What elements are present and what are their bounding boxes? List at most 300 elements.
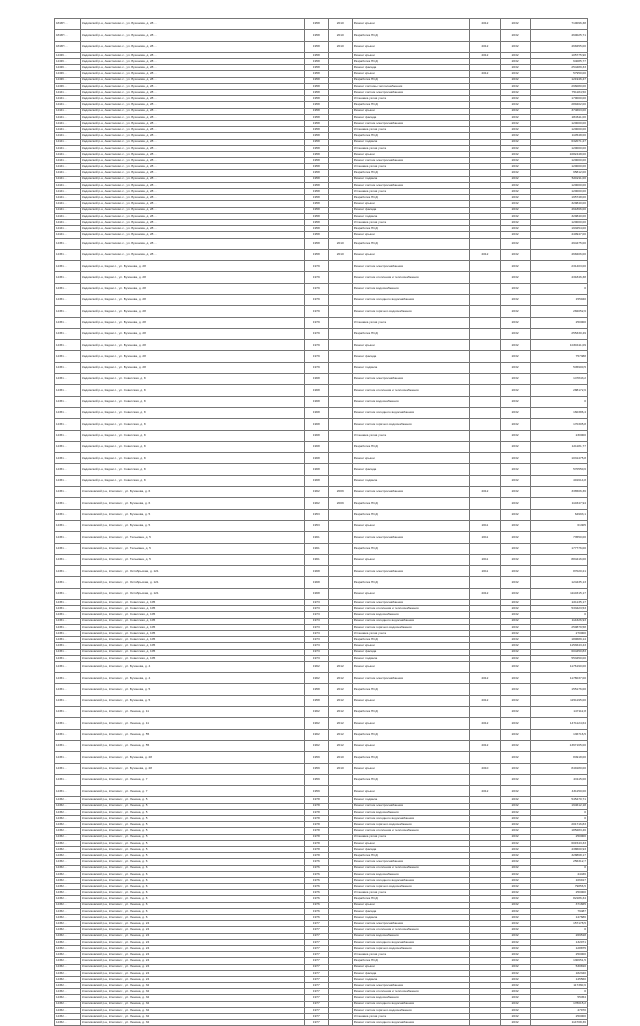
cell-id: 14441 ... xyxy=(55,114,81,120)
cell-amount: 250000 xyxy=(530,890,587,896)
cell-year-last-repair xyxy=(328,328,352,339)
table-row xyxy=(55,261,588,272)
cell-address: Кадомский р-н, Анастасово с., ул. Бузонова, д. 28 ... xyxy=(81,201,305,207)
cell-work-type: Установка узлов учета xyxy=(352,890,470,896)
cell-year-built: 1958 xyxy=(304,77,328,83)
cell-year-b: 2032 xyxy=(500,958,530,964)
cell-address: Клепиковский р-н, Клепики г., ул. Ленина, д. 24 xyxy=(81,921,305,927)
cell-id: 14452 ... xyxy=(55,1007,81,1013)
cell-year-built: 1979 xyxy=(304,362,328,373)
cell-id: 14452 ... xyxy=(55,939,81,945)
cell-year-a xyxy=(470,407,500,418)
cell-year-last-repair: 2010 xyxy=(328,41,352,52)
cell-address: Кадомский р-н, Анастасово с., ул. Бузонова, д. 28 ... xyxy=(81,189,305,195)
cell-address: Клепиковский р-н, Клепики г., ул. Ленина, д. 6 xyxy=(81,915,305,921)
cell-work-type: Разработка ПСД xyxy=(352,441,470,452)
cell-year-b: 2032 xyxy=(500,374,530,385)
cell-year-a: 2011 xyxy=(470,520,500,531)
cell-year-b: 2032 xyxy=(500,643,530,649)
cell-work-type: Разработка ПСД xyxy=(352,774,470,785)
cell-work-type: Ремонт систем электроснабжения xyxy=(352,487,470,498)
cell-amount: 329840,00 xyxy=(530,213,587,219)
cell-address: Кадомский р-н, Анастасово с., ул. Бузонова, д. 28 ... xyxy=(81,65,305,71)
cell-year-a: 2012 xyxy=(470,718,500,729)
cell-year-built: 1958 xyxy=(304,195,328,201)
cell-id: 14452 ... xyxy=(55,816,81,822)
cell-year-built: 1979 xyxy=(304,328,328,339)
cell-year-b: 2032 xyxy=(500,509,530,520)
cell-year-built: 1959 xyxy=(304,786,328,797)
cell-work-type: Ремонт систем горячего водоснабжения xyxy=(352,822,470,828)
cell-address: Кадомский р-н, Анастасово с., ул. Бузонова, д. 28 ... xyxy=(81,120,305,126)
cell-year-b: 2032 xyxy=(500,120,530,126)
cell-amount: 269518 xyxy=(530,933,587,939)
cell-amount: 438600,93 xyxy=(530,846,587,852)
cell-year-built: 1978 xyxy=(304,809,328,815)
cell-amount: 520211,00 xyxy=(530,176,587,182)
cell-year-built: 1977 xyxy=(304,983,328,989)
table-row xyxy=(55,763,588,774)
cell-work-type: Ремонт систем электроснабжения xyxy=(352,566,470,577)
cell-id: 14441 ... xyxy=(55,219,81,225)
cell-year-b: 2032 xyxy=(500,600,530,606)
cell-year-built: 1979 xyxy=(304,261,328,272)
cell-year-b: 2032 xyxy=(500,890,530,896)
cell-id: 14452 ... xyxy=(55,859,81,865)
cell-year-built: 1973 xyxy=(304,624,328,630)
cell-amount: 117360,6 xyxy=(530,983,587,989)
cell-id: 14451 ... xyxy=(55,509,81,520)
cell-amount: 1367165,00 xyxy=(530,740,587,751)
cell-amount: 1110315,17 xyxy=(530,588,587,599)
cell-year-last-repair xyxy=(328,306,352,317)
cell-amount: 105775,90 xyxy=(530,52,587,58)
cell-year-built: 1977 xyxy=(304,927,328,933)
cell-amount: 221135,17 xyxy=(530,600,587,606)
cell-year-built: 1968 xyxy=(304,453,328,464)
cell-amount: 120000,00 xyxy=(530,182,587,188)
cell-year-built: 1978 xyxy=(304,803,328,809)
cell-id: 14451 ... xyxy=(55,430,81,441)
cell-year-last-repair xyxy=(328,340,352,351)
cell-amount: 1031475,8 xyxy=(530,453,587,464)
cell-work-type: Ремонт крыши xyxy=(352,108,470,114)
cell-amount: 530810 xyxy=(530,964,587,970)
cell-year-last-repair xyxy=(328,374,352,385)
cell-id: 14441 ... xyxy=(55,213,81,219)
cell-id: 14451 ... xyxy=(55,295,81,306)
cell-year-built: 1959 xyxy=(304,752,328,763)
cell-amount: 64085,77 xyxy=(530,59,587,65)
cell-year-b: 2032 xyxy=(500,995,530,1001)
cell-year-b: 2032 xyxy=(500,114,530,120)
cell-year-a xyxy=(470,351,500,362)
cell-id: 14436 ... xyxy=(55,52,81,58)
cell-year-built: 1977 xyxy=(304,1007,328,1013)
cell-year-last-repair xyxy=(328,509,352,520)
cell-id: 14452 ... xyxy=(55,983,81,989)
cell-address: Кадомский р-н, Анастасово с., ул. Бузонова, д. 28 ... xyxy=(81,182,305,188)
cell-address: Клепиковский р-н, Клепики г., ул. Ленина, д. 24 xyxy=(81,970,305,976)
cell-address: Клепиковский р-н, Клепики г., ул. Октябрьская, д. 121 xyxy=(81,588,305,599)
cell-address: Кадомский р-н, Кадом с., ул. Бузонова, д. 28 xyxy=(81,317,305,328)
cell-address: Кадомский р-н, Кадом с., ул. Советская, д. 8 xyxy=(81,407,305,418)
cell-year-built: 1976 xyxy=(304,871,328,877)
cell-year-built: 1961 xyxy=(304,554,328,565)
cell-year-built: 1977 xyxy=(304,976,328,982)
cell-amount: 282052,6 xyxy=(530,306,587,317)
cell-work-type: Разработка ПСД xyxy=(352,238,470,249)
cell-year-a: 2010 xyxy=(470,763,500,774)
cell-year-b: 2032 xyxy=(500,774,530,785)
cell-id: 14451 ... xyxy=(55,249,81,260)
cell-address: Кадомский р-н, Анастасово с., ул. Бузонова, д. 28 ... xyxy=(81,249,305,260)
cell-amount: 64993,1 xyxy=(530,509,587,520)
cell-year-built: 1958 xyxy=(304,52,328,58)
cell-work-type: Ремонт крыши xyxy=(352,52,470,58)
cell-work-type: Разработка ПСД xyxy=(352,102,470,108)
cell-address: Клепиковский р-н, Клепики г., ул. Ленина, д. 6 xyxy=(81,902,305,908)
cell-work-type: Ремонт фасада xyxy=(352,908,470,914)
cell-address: Клепиковский р-н, Клепики г., ул. Ленина, д. 24 xyxy=(81,927,305,933)
table-row xyxy=(55,740,588,751)
cell-address: Кадомский р-н, Анастасово с., ул. Бузонова, д. 28 ... xyxy=(81,170,305,176)
cell-year-b: 2032 xyxy=(500,945,530,951)
cell-year-b: 2032 xyxy=(500,362,530,373)
cell-year-built: 1968 xyxy=(304,588,328,599)
cell-id: 14451 ... xyxy=(55,718,81,729)
cell-year-built: 1958 xyxy=(304,90,328,96)
cell-year-b: 2032 xyxy=(500,407,530,418)
cell-id: 14452 ... xyxy=(55,865,81,871)
cell-year-b: 2032 xyxy=(500,219,530,225)
cell-work-type: Ремонт крыши xyxy=(352,643,470,649)
cell-amount: 55454 xyxy=(530,995,587,1001)
cell-work-type: Ремонт систем холодного водоснабжения xyxy=(352,877,470,883)
cell-amount: 1030411,09 xyxy=(530,340,587,351)
cell-work-type: Ремонт подвала xyxy=(352,655,470,661)
cell-id: 14441 ... xyxy=(55,102,81,108)
cell-address: Клепиковский р-н, Клепики г., ул. Ленина, д. 24 xyxy=(81,964,305,970)
cell-year-b: 2032 xyxy=(500,133,530,139)
cell-year-a: 2012 xyxy=(470,487,500,498)
cell-year-b: 2032 xyxy=(500,915,530,921)
cell-work-type: Ремонт крыши xyxy=(352,520,470,531)
cell-year-built: 1958 xyxy=(304,96,328,102)
cell-id: 14451 ... xyxy=(55,618,81,624)
cell-amount: 250000 xyxy=(530,317,587,328)
cell-work-type: Ремонт крыши xyxy=(352,201,470,207)
cell-year-a: 2012 xyxy=(470,249,500,260)
cell-amount: 371665 xyxy=(530,902,587,908)
cell-year-b: 2032 xyxy=(500,976,530,982)
cell-work-type: Ремонт крыши xyxy=(352,71,470,77)
cell-year-last-repair xyxy=(328,419,352,430)
cell-year-built: 1973 xyxy=(304,600,328,606)
cell-year-b: 2032 xyxy=(500,933,530,939)
table-row xyxy=(55,453,588,464)
table-row xyxy=(55,362,588,373)
cell-id: 14452 ... xyxy=(55,890,81,896)
cell-year-b: 2032 xyxy=(500,317,530,328)
cell-amount: 1151195,00 xyxy=(530,695,587,706)
cell-amount: 1153643,43 xyxy=(530,643,587,649)
cell-address: Клепиковский р-н, Клепики г., ул. Тельмана, д. 5 xyxy=(81,543,305,554)
cell-id: 14452 ... xyxy=(55,853,81,859)
cell-amount: 82186,34 xyxy=(530,896,587,902)
cell-year-b: 2032 xyxy=(500,828,530,834)
cell-work-type: Ремонт систем электроснабжения xyxy=(352,803,470,809)
cell-id: 14451 ... xyxy=(55,554,81,565)
cell-year-built: 1978 xyxy=(304,840,328,846)
cell-id: 14441 ... xyxy=(55,232,81,238)
cell-work-type: Разработка ПСД xyxy=(352,77,470,83)
cell-address: Клепиковский р-н, Клепики г., ул. Советская, д. 105 xyxy=(81,618,305,624)
cell-address: Кадомский р-н, Анастасово с., ул. Бузонова, д. 28 ... xyxy=(81,59,305,65)
cell-work-type: Ремонт подвала xyxy=(352,176,470,182)
cell-id: 14441 ... xyxy=(55,226,81,232)
cell-year-built: 1976 xyxy=(304,890,328,896)
cell-address: Кадомский р-н, Анастасово с., ул. Бузонова, д. 28 ... xyxy=(81,71,305,77)
cell-year-built: 1976 xyxy=(304,865,328,871)
cell-year-b: 2032 xyxy=(500,96,530,102)
cell-work-type: Ремонт фасада xyxy=(352,649,470,655)
cell-address: Клепиковский р-н, Клепики г., ул. Бузонова, д. 5 xyxy=(81,684,305,695)
cell-address: Клепиковский р-н, Клепики г., ул. Ленина, д. 24 xyxy=(81,976,305,982)
cell-address: Клепиковский р-н, Клепики г., ул. Советская, д. 105 xyxy=(81,649,305,655)
cell-year-a xyxy=(470,295,500,306)
cell-year-built: 1958 xyxy=(304,226,328,232)
cell-address: Клепиковский р-н, Клепики г., ул. Советская, д. 105 xyxy=(81,637,305,643)
cell-address: Клепиковский р-н, Клепики г., ул. Октябрьская, д. 121 xyxy=(81,577,305,588)
cell-year-built: 1976 xyxy=(304,915,328,921)
cell-year-last-repair: 2010 xyxy=(328,752,352,763)
cell-year-built: 1977 xyxy=(304,952,328,958)
cell-year-b: 2032 xyxy=(500,1007,530,1013)
table-row xyxy=(55,249,588,260)
cell-year-b: 2032 xyxy=(500,351,530,362)
cell-amount: 106917 xyxy=(530,877,587,883)
cell-id: 14452 ... xyxy=(55,976,81,982)
cell-amount: 120000,00 xyxy=(530,219,587,225)
table-row xyxy=(55,752,588,763)
cell-amount: 110347,94 xyxy=(530,498,587,509)
cell-id: 14451 ... xyxy=(55,396,81,407)
cell-year-b: 2032 xyxy=(500,846,530,852)
cell-year-built: 1977 xyxy=(304,958,328,964)
cell-year-b: 2032 xyxy=(500,306,530,317)
cell-work-type: Ремонт систем горячего водоснабжения xyxy=(352,306,470,317)
cell-address: Кадомский р-н, Кадом с., ул. Бузонова, д. 28 xyxy=(81,362,305,373)
cell-address: Кадомский р-н, Анастасово с., ул. Бузонова, д. 28 ... xyxy=(81,52,305,58)
cell-work-type: Ремонт фасада xyxy=(352,970,470,976)
cell-address: Кадомский р-н, Кадом с., ул. Бузонова, д. 28 xyxy=(81,328,305,339)
table-row xyxy=(55,19,588,30)
cell-id: 14441 ... xyxy=(55,127,81,133)
cell-work-type: Ремонт крыши xyxy=(352,840,470,846)
cell-address: Клепиковский р-н, Клепики г., ул. Ленина, д. 7 xyxy=(81,774,305,785)
cell-address: Клепиковский р-н, Клепики г., ул. Ленина, д. 11 xyxy=(81,718,305,729)
cell-year-b: 2032 xyxy=(500,865,530,871)
cell-amount: 110548,00 xyxy=(530,133,587,139)
table-row xyxy=(55,328,588,339)
cell-year-built: 1979 xyxy=(304,317,328,328)
cell-work-type: Ремонт систем водоснабжения xyxy=(352,933,470,939)
cell-year-built: 1973 xyxy=(304,606,328,612)
cell-address: Кадомский р-н, Кадом с., ул. Бузонова, д. 28 xyxy=(81,351,305,362)
cell-year-b: 2032 xyxy=(500,520,530,531)
cell-amount: 194612,18 xyxy=(530,803,587,809)
cell-address: Клепиковский р-н, Клепики г., ул. Ленина, д. 32 xyxy=(81,989,305,995)
cell-year-b: 2032 xyxy=(500,752,530,763)
cell-address: Клепиковский р-н, Клепики г., ул. Ленина, д. 6 xyxy=(81,877,305,883)
cell-id: 14452 ... xyxy=(55,834,81,840)
cell-address: Кадомский р-н, Анастасово с., ул. Бузонова, д. 28 ... xyxy=(81,41,305,52)
cell-id: 14451 ... xyxy=(55,695,81,706)
cell-address: Клепиковский р-н, Клепики г., ул. Ленина, д. 24 xyxy=(81,952,305,958)
cell-address: Кадомский р-н, Анастасово с., ул. Бузонова, д. 28 ... xyxy=(81,90,305,96)
cell-year-built: 1962 xyxy=(304,661,328,672)
cell-amount: 468455,00 xyxy=(530,41,587,52)
cell-id: 14451 ... xyxy=(55,532,81,543)
cell-year-built: 1958 xyxy=(304,219,328,225)
cell-id: 14451 ... xyxy=(55,374,81,385)
cell-id: 14452 ... xyxy=(55,908,81,914)
cell-year-built: 1968 xyxy=(304,475,328,486)
cell-address: Клепиковский р-н, Клепики г., ул. Ленина, д. 5 xyxy=(81,828,305,834)
cell-year-built: 1978 xyxy=(304,816,328,822)
cell-work-type: Ремонт систем холодного водоснабжения xyxy=(352,618,470,624)
cell-work-type: Установка узлов учета xyxy=(352,96,470,102)
cell-work-type: Ремонт систем электроснабжения xyxy=(352,90,470,96)
cell-year-built: 1977 xyxy=(304,933,328,939)
cell-year-last-repair xyxy=(328,475,352,486)
cell-year-b: 2032 xyxy=(500,498,530,509)
cell-id: 14451 ... xyxy=(55,487,81,498)
cell-year-b: 2032 xyxy=(500,127,530,133)
cell-year-built: 1959 xyxy=(304,774,328,785)
cell-id: 14452 ... xyxy=(55,803,81,809)
cell-year-b: 2032 xyxy=(500,164,530,170)
cell-address: Клепиковский р-н, Клепики г., ул. Ленина, д. 7 xyxy=(81,786,305,797)
cell-year-b: 2032 xyxy=(500,612,530,618)
cell-id: 14451 ... xyxy=(55,588,81,599)
table-row xyxy=(55,306,588,317)
cell-amount: 132071 xyxy=(530,939,587,945)
cell-id: 14452 ... xyxy=(55,828,81,834)
cell-work-type: Ремонт систем электроснабжения xyxy=(352,673,470,684)
cell-year-built: 1958 xyxy=(304,695,328,706)
cell-amount: 201716,83 xyxy=(530,822,587,828)
cell-id: 14451 ... xyxy=(55,475,81,486)
cell-year-b: 2032 xyxy=(500,385,530,396)
cell-year-built: 1968 xyxy=(304,374,328,385)
cell-id: 14451 ... xyxy=(55,419,81,430)
cell-work-type: Ремонт подвала xyxy=(352,139,470,145)
cell-year-a: 2011 xyxy=(470,554,500,565)
cell-work-type: Ремонт крыши xyxy=(352,19,470,30)
cell-amount: 757388 xyxy=(530,351,587,362)
table-row xyxy=(55,238,588,249)
cell-work-type: Ремонт системы теплоснабжения xyxy=(352,83,470,89)
cell-year-b: 2032 xyxy=(500,475,530,486)
cell-work-type: Разработка ПСД xyxy=(352,577,470,588)
cell-address: Клепиковский р-н, Клепики г., ул. Бузонова, д. 6 xyxy=(81,498,305,509)
cell-amount: 0 xyxy=(530,927,587,933)
cell-amount: 0 xyxy=(530,865,587,871)
cell-address: Кадомский р-н, Анастасово с., ул. Бузонова, д. 28 ... xyxy=(81,19,305,30)
cell-year-b: 2032 xyxy=(500,207,530,213)
cell-id: 14436 ... xyxy=(55,83,81,89)
cell-id: 14436 ... xyxy=(55,65,81,71)
cell-year-built: 1958 xyxy=(304,59,328,65)
cell-year-b: 2032 xyxy=(500,30,530,41)
cell-year-built: 1968 xyxy=(304,441,328,452)
cell-year-last-repair xyxy=(328,317,352,328)
cell-year-built: 1977 xyxy=(304,921,328,927)
cell-year-last-repair: 2012 xyxy=(328,684,352,695)
cell-work-type: Установка узлов учета xyxy=(352,145,470,151)
cell-year-built: 1979 xyxy=(304,283,328,294)
cell-work-type: Ремонт систем электроснабжения xyxy=(352,921,470,927)
cell-id: 14451 ... xyxy=(55,351,81,362)
cell-year-b: 2032 xyxy=(500,52,530,58)
cell-id: 14452 ... xyxy=(55,958,81,964)
cell-work-type: Ремонт систем отопления и теплоснабжения xyxy=(352,865,470,871)
cell-year-b: 2032 xyxy=(500,809,530,815)
cell-year-b: 2032 xyxy=(500,77,530,83)
cell-year-b: 2032 xyxy=(500,840,530,846)
cell-id: 14451 ... xyxy=(55,729,81,740)
cell-id: 14451 ... xyxy=(55,740,81,751)
cell-year-built: 1962 xyxy=(304,487,328,498)
cell-year-b: 2032 xyxy=(500,441,530,452)
cell-year-a xyxy=(470,441,500,452)
cell-year-last-repair: 2012 xyxy=(328,673,352,684)
cell-year-built: 1976 xyxy=(304,859,328,865)
cell-year-built: 1978 xyxy=(304,828,328,834)
cell-year-built: 1958 xyxy=(304,65,328,71)
cell-year-b: 2032 xyxy=(500,83,530,89)
cell-year-built: 1953 xyxy=(304,509,328,520)
cell-work-type: Ремонт систем электроснабжения xyxy=(352,261,470,272)
cell-year-built: 1962 xyxy=(304,498,328,509)
cell-year-built: 1958 xyxy=(304,684,328,695)
cell-year-last-repair xyxy=(328,520,352,531)
cell-work-type: Ремонт систем электроснабжения xyxy=(352,983,470,989)
cell-address: Клепиковский р-н, Клепики г., ул. Ленина, д. 32 xyxy=(81,995,305,1001)
cell-work-type: Ремонт фасада xyxy=(352,846,470,852)
cell-address: Клепиковский р-н, Клепики г., ул. Ленина, д. 32 xyxy=(81,1007,305,1013)
cell-amount: 288172,6 xyxy=(530,385,587,396)
cell-id: 14452 ... xyxy=(55,1020,81,1026)
cell-address: Кадомский р-н, Анастасово с., ул. Бузонова, д. 28 ... xyxy=(81,83,305,89)
cell-amount: 545470,71 xyxy=(530,797,587,803)
cell-year-a xyxy=(470,752,500,763)
table-row xyxy=(55,430,588,441)
cell-address: Клепиковский р-н, Клепики г., ул. Ленина, д. 6 xyxy=(81,890,305,896)
cell-work-type: Разработка ПСД xyxy=(352,896,470,902)
cell-amount: 147112,8 xyxy=(530,707,587,718)
cell-year-built: 1961 xyxy=(304,543,328,554)
cell-id: 14452 ... xyxy=(55,970,81,976)
cell-amount: 401614,8 xyxy=(530,475,587,486)
cell-amount: 79856,5 xyxy=(530,884,587,890)
cell-work-type: Ремонт систем отопления и теплоснабжения xyxy=(352,989,470,995)
cell-amount: 195748,00 xyxy=(530,195,587,201)
cell-address: Кадомский р-н, Анастасово с., ул. Бузонова, д. 28 ... xyxy=(81,213,305,219)
cell-work-type: Ремонт подвала xyxy=(352,475,470,486)
